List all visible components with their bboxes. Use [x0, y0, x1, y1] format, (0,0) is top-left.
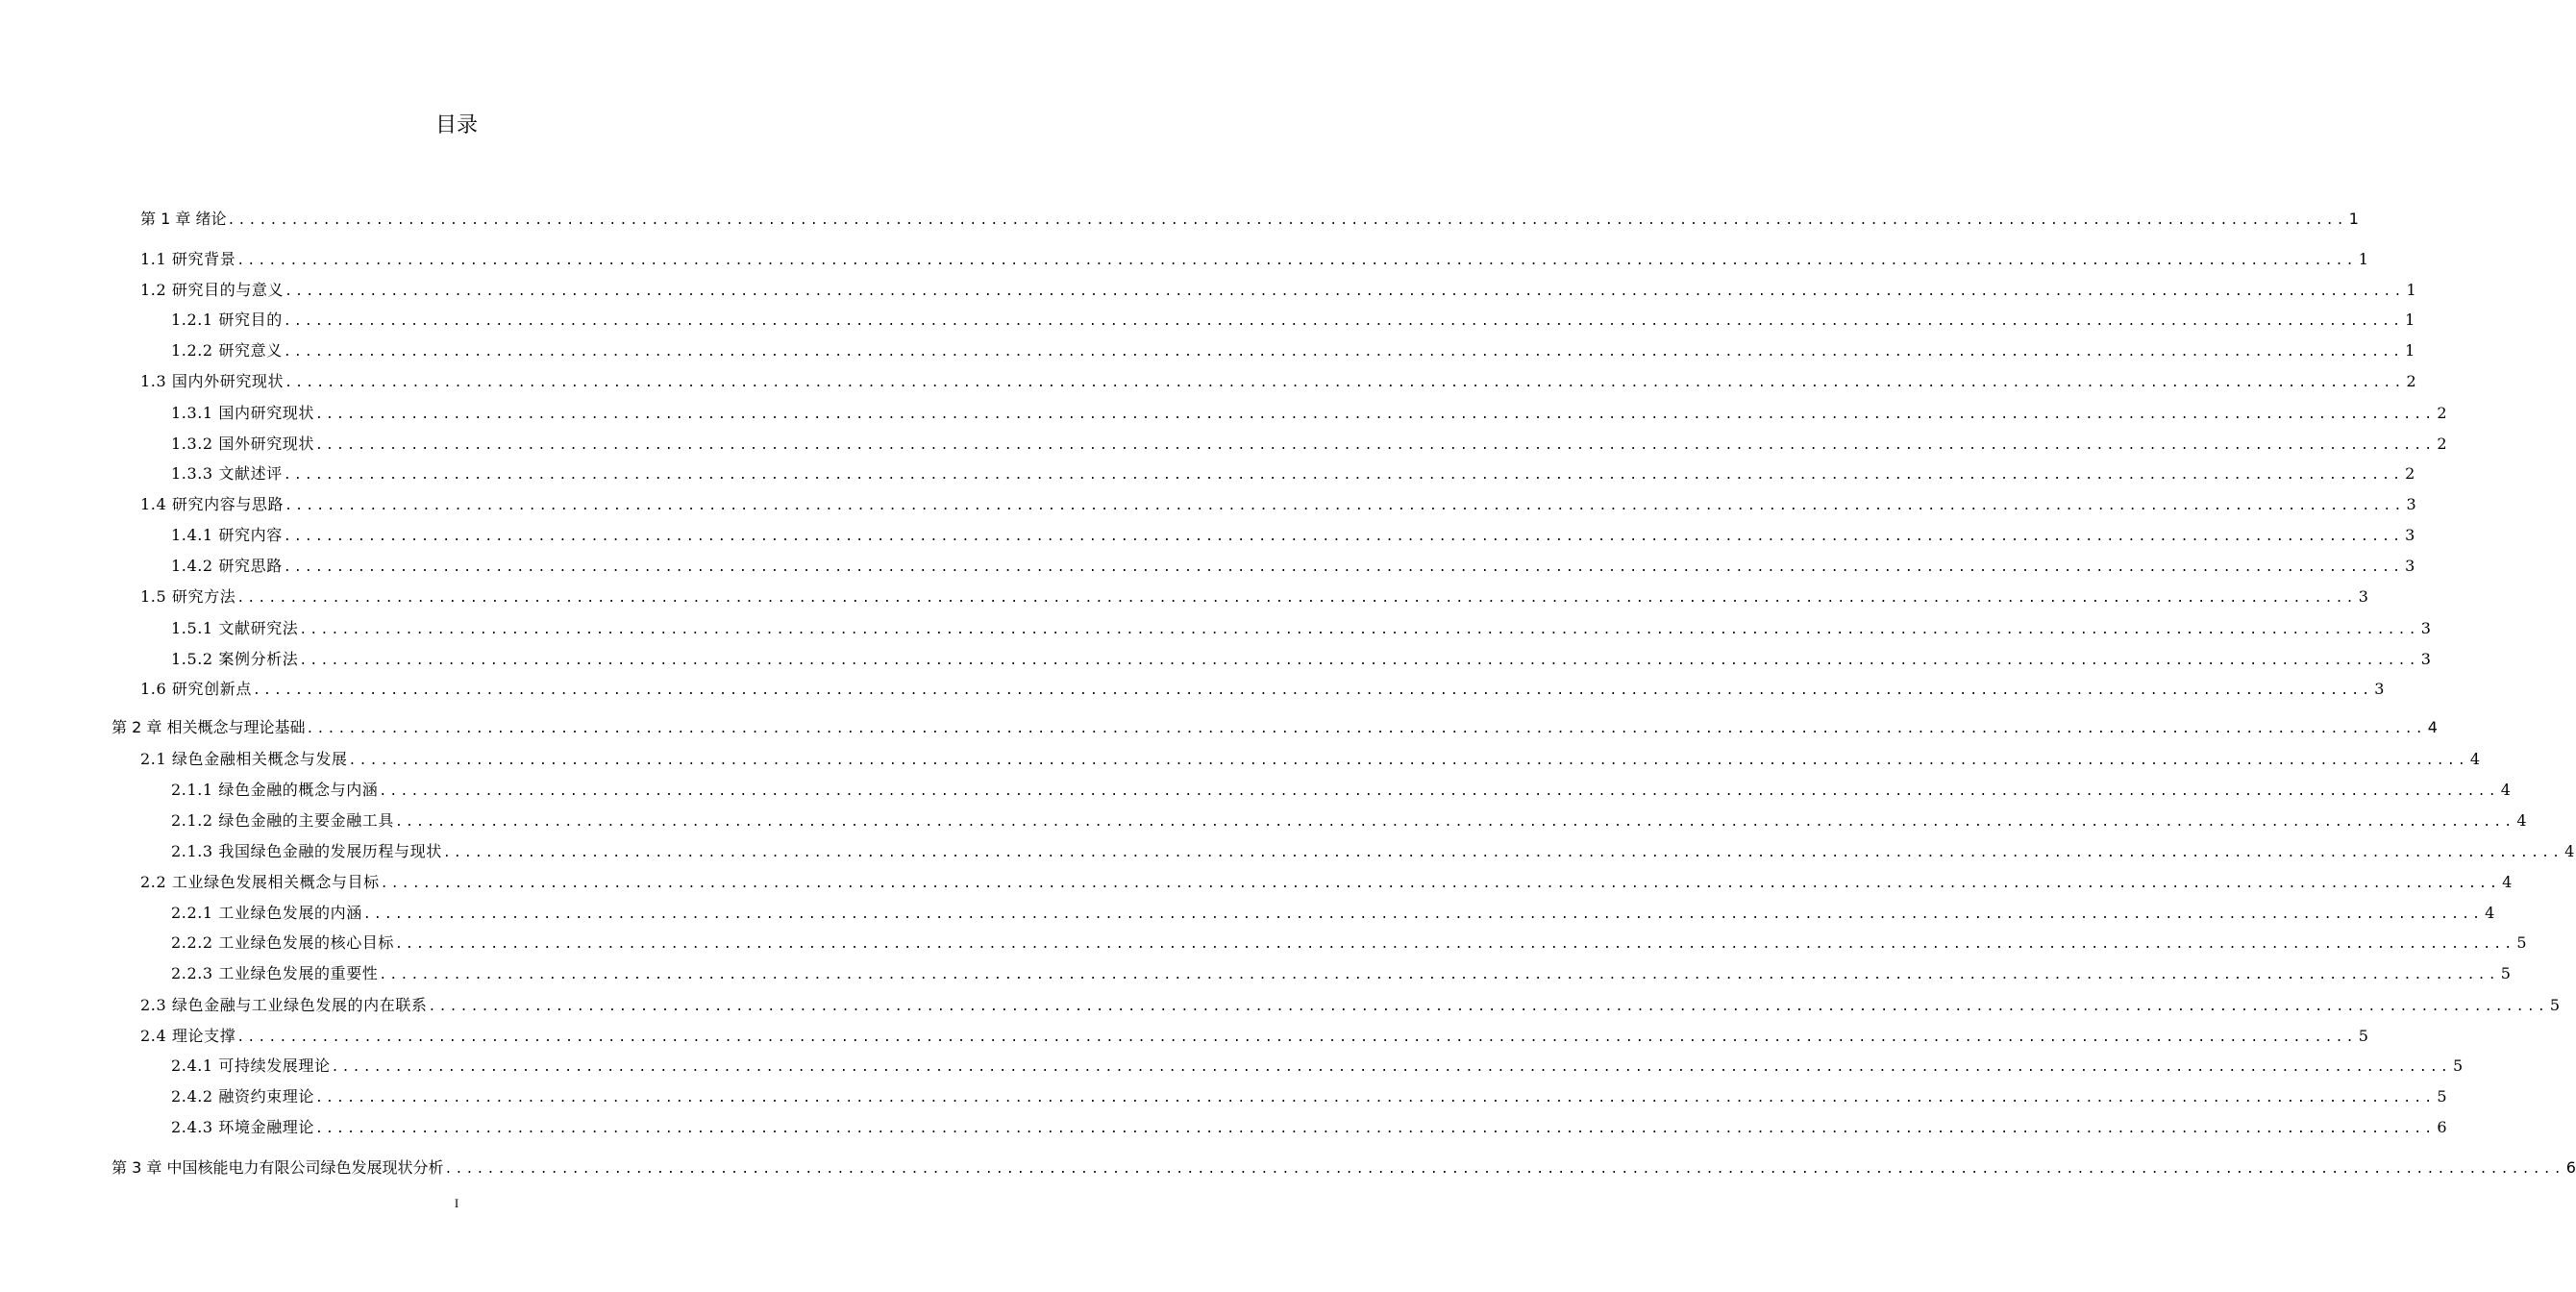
- toc-dot-leader: ........................................................................................................................................................................................................: [299, 654, 2419, 668]
- toc-dot-leader: ........................................................................................................................................................................................................: [236, 591, 2357, 606]
- toc-entry-page: 5: [2549, 996, 2561, 1014]
- toc-entry-label: 1.1 研究背景: [140, 250, 236, 268]
- toc-entry-label: 2.2.1 工业绿色发展的内涵: [171, 904, 362, 922]
- toc-entry[interactable]: [171, 524, 2415, 547]
- toc-entry[interactable]: [171, 462, 2415, 485]
- toc-dot-leader: ........................................................................................................................................................................................................: [348, 754, 2468, 768]
- toc-entry-page: 5: [2452, 1056, 2464, 1075]
- toc-entry[interactable]: [171, 402, 2448, 425]
- toc-entry[interactable]: [171, 902, 2495, 925]
- toc-entry-label: 2.1.1 绿色金融的概念与内涵: [171, 781, 379, 799]
- toc-entry-label: 2.4.2 融资约束理论: [171, 1087, 314, 1106]
- toc-entry-label: 2.4.3 环境金融理论: [171, 1118, 314, 1136]
- toc-entry[interactable]: [111, 716, 2438, 739]
- toc-dot-leader: ........................................................................................................................................................................................................: [252, 683, 2373, 698]
- toc-dot-leader: ........................................................................................................................................................................................................: [236, 254, 2357, 268]
- toc-dot-leader: ........................................................................................................................................................................................................: [315, 438, 2436, 453]
- toc-entry-page: 4: [2500, 781, 2512, 799]
- toc-entry-page: 6: [2565, 1158, 2576, 1177]
- toc-dot-leader: ........................................................................................................................................................................................................: [283, 530, 2404, 544]
- toc-entry-label: 1.3 国内外研究现状: [140, 372, 285, 390]
- toc-entry[interactable]: [171, 809, 2528, 832]
- toc-entry[interactable]: [171, 1116, 2448, 1139]
- toc-entry[interactable]: [140, 279, 2417, 302]
- toc-dot-leader: ........................................................................................................................................................................................................: [236, 1031, 2357, 1045]
- toc-entry-page: 2: [2406, 372, 2417, 390]
- toc-entry[interactable]: [140, 248, 2369, 271]
- toc-entry[interactable]: [171, 617, 2432, 640]
- toc-entry-page: 3: [2405, 526, 2415, 544]
- toc-entry-label: 2.4 理论支撑: [140, 1027, 236, 1045]
- toc-dot-leader: ........................................................................................................................................................................................................: [306, 722, 2426, 736]
- toc-dot-leader: ........................................................................................................................................................................................................: [442, 846, 2564, 860]
- toc-entry-label: 1.4.2 研究思路: [171, 557, 283, 575]
- toc-dot-leader: ........................................................................................................................................................................................................: [395, 937, 2515, 952]
- toc-entry[interactable]: [140, 871, 2513, 894]
- toc-dot-leader: ........................................................................................................................................................................................................: [428, 1000, 2548, 1014]
- toc-entry-label: 第 3 章 中国核能电力有限公司绿色发展现状分析: [111, 1158, 444, 1177]
- toc-entry-label: 1.2 研究目的与意义: [140, 281, 285, 299]
- toc-entry[interactable]: [140, 370, 2417, 393]
- toc-entry[interactable]: [171, 840, 2575, 863]
- toc-entry[interactable]: [140, 208, 2359, 231]
- toc-dot-leader: ........................................................................................................................................................................................................: [315, 408, 2436, 422]
- toc-dot-leader: ........................................................................................................................................................................................................: [283, 314, 2404, 329]
- toc-entry-label: 2.3 绿色金融与工业绿色发展的内在联系: [140, 996, 428, 1014]
- toc-entry[interactable]: [140, 994, 2561, 1017]
- toc-entry[interactable]: [171, 433, 2448, 456]
- toc-entry-page: 3: [2406, 495, 2417, 513]
- toc-entry-label: 2.2.3 工业绿色发展的重要性: [171, 964, 379, 982]
- toc-entry[interactable]: [140, 678, 2386, 701]
- toc-entry-label: 1.4.1 研究内容: [171, 526, 283, 544]
- toc-entry-page: 4: [2564, 842, 2575, 860]
- toc-dot-leader: ........................................................................................................................................................................................................: [285, 285, 2405, 299]
- toc-entry-label: 1.5.2 案例分析法: [171, 650, 299, 668]
- toc-entry-page: 3: [2374, 680, 2386, 698]
- toc-entry[interactable]: [171, 1085, 2448, 1108]
- toc-entry-page: 4: [2469, 750, 2481, 768]
- toc-entry-page: 5: [2500, 964, 2512, 982]
- toc-dot-leader: ........................................................................................................................................................................................................: [283, 560, 2404, 575]
- toc-entry-page: 3: [2405, 557, 2415, 575]
- toc-entry[interactable]: [140, 585, 2369, 609]
- toc-entry[interactable]: [171, 339, 2415, 362]
- toc-entry-page: 1: [2405, 341, 2415, 360]
- toc-entry-label: 第 2 章 相关概念与理论基础: [111, 718, 306, 736]
- toc-dot-leader: ........................................................................................................................................................................................................: [379, 968, 2499, 982]
- toc-entry-label: 第 1 章 绪论: [140, 210, 227, 228]
- toc-entry[interactable]: [140, 748, 2481, 771]
- toc-entry-page: 5: [2437, 1087, 2448, 1106]
- page-title: 目录: [434, 113, 478, 137]
- toc-entry[interactable]: [171, 555, 2415, 578]
- toc-entry-page: 3: [2420, 619, 2432, 637]
- toc-entry-label: 2.2 工业绿色发展相关概念与目标: [140, 873, 380, 891]
- toc-dot-leader: ........................................................................................................................................................................................................: [362, 907, 2484, 922]
- toc-dot-leader: ........................................................................................................................................................................................................: [285, 376, 2405, 390]
- toc-entry-label: 1.2.1 研究目的: [171, 311, 283, 329]
- toc-entry-label: 1.3.2 国外研究现状: [171, 435, 314, 453]
- toc-dot-leader: ........................................................................................................................................................................................................: [227, 213, 2347, 228]
- toc-entry[interactable]: [171, 648, 2432, 671]
- toc-dot-leader: ........................................................................................................................................................................................................: [444, 1162, 2564, 1177]
- toc-dot-leader: ........................................................................................................................................................................................................: [331, 1060, 2451, 1075]
- toc-entry-label: 2.1.3 我国绿色金融的发展历程与现状: [171, 842, 442, 860]
- toc-entry-label: 1.4 研究内容与思路: [140, 495, 285, 513]
- toc-entry-page: 1: [2358, 250, 2369, 268]
- toc-dot-leader: ........................................................................................................................................................................................................: [299, 623, 2419, 637]
- toc-entry-page: 2: [2405, 464, 2415, 483]
- toc-entry-page: 3: [2358, 587, 2369, 606]
- toc-dot-leader: ........................................................................................................................................................................................................: [395, 815, 2515, 830]
- toc-dot-leader: ........................................................................................................................................................................................................: [380, 877, 2501, 891]
- toc-entry[interactable]: [171, 1055, 2464, 1078]
- toc-entry-page: 4: [2516, 811, 2528, 830]
- toc-entry-page: 1: [2348, 210, 2359, 228]
- toc-entry[interactable]: [140, 493, 2417, 516]
- toc-entry-label: 1.5 研究方法: [140, 587, 236, 606]
- toc-entry[interactable]: [171, 932, 2528, 955]
- toc-entry[interactable]: [140, 1025, 2369, 1048]
- toc-entry-page: 1: [2405, 311, 2415, 329]
- toc-entry-label: 1.2.2 研究意义: [171, 341, 283, 360]
- toc-entry-label: 1.5.1 文献研究法: [171, 619, 299, 637]
- toc-entry[interactable]: [171, 309, 2415, 332]
- page-number: I: [454, 1196, 459, 1210]
- toc-entry-page: 5: [2358, 1027, 2369, 1045]
- toc-dot-leader: ........................................................................................................................................................................................................: [283, 345, 2404, 360]
- toc-entry-page: 2: [2437, 435, 2448, 453]
- toc-entry-label: 2.4.1 可持续发展理论: [171, 1056, 331, 1075]
- toc-entry-page: 5: [2516, 933, 2528, 952]
- toc-dot-leader: ........................................................................................................................................................................................................: [285, 499, 2405, 513]
- toc-entry-label: 1.3.3 文献述评: [171, 464, 283, 483]
- toc-entry-page: 6: [2437, 1118, 2448, 1136]
- toc-entry-page: 1: [2406, 281, 2417, 299]
- toc-entry-label: 2.2.2 工业绿色发展的核心目标: [171, 933, 394, 952]
- toc-entry-label: 1.6 研究创新点: [140, 680, 252, 698]
- toc-dot-leader: ........................................................................................................................................................................................................: [283, 468, 2404, 483]
- toc-entry-page: 2: [2437, 404, 2448, 422]
- toc-entry-page: 4: [2427, 718, 2438, 736]
- toc-entry-label: 2.1 绿色金融相关概念与发展: [140, 750, 348, 768]
- toc-entry-page: 3: [2420, 650, 2432, 668]
- toc-entry-label: 1.3.1 国内研究现状: [171, 404, 314, 422]
- toc-entry[interactable]: [111, 1156, 2576, 1180]
- toc-entry[interactable]: [171, 962, 2512, 985]
- toc-entry[interactable]: [171, 779, 2512, 802]
- toc-entry-page: 4: [2485, 904, 2495, 922]
- toc-dot-leader: ........................................................................................................................................................................................................: [379, 784, 2499, 799]
- toc-dot-leader: ........................................................................................................................................................................................................: [315, 1122, 2436, 1136]
- toc-entry-label: 2.1.2 绿色金融的主要金融工具: [171, 811, 394, 830]
- toc-entry-page: 4: [2502, 873, 2513, 891]
- toc-dot-leader: ........................................................................................................................................................................................................: [315, 1091, 2436, 1106]
